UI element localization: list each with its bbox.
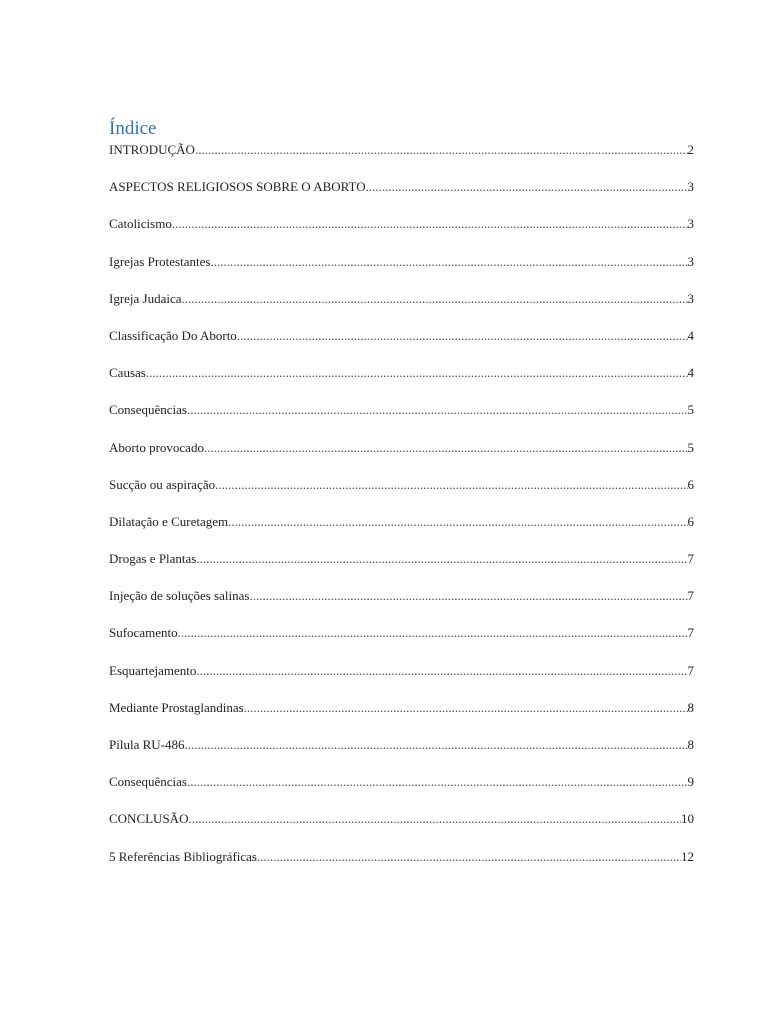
- toc-entry[interactable]: [109, 364, 694, 382]
- toc-dot-leader: [178, 624, 688, 642]
- toc-dot-leader: [195, 141, 688, 159]
- toc-entry[interactable]: [109, 587, 694, 605]
- toc-dot-leader: [237, 327, 688, 345]
- toc-entry-page-number[interactable]: 8: [687, 699, 694, 715]
- toc-dot-leader: [228, 513, 687, 531]
- toc-entry[interactable]: [109, 513, 694, 531]
- toc-entry-page-number[interactable]: 7: [687, 662, 694, 678]
- toc-dot-leader: [244, 699, 688, 717]
- toc-entry-label[interactable]: Mediante Prostaglandinas: [109, 699, 244, 715]
- toc-entry-page-number[interactable]: 4: [687, 327, 694, 343]
- toc-entry-label[interactable]: INTRODUÇÃO: [109, 142, 195, 157]
- toc-entry[interactable]: [109, 550, 694, 568]
- toc-title: Índice: [109, 118, 157, 139]
- toc-entry[interactable]: [109, 178, 694, 196]
- toc-entry-page-number[interactable]: 8: [687, 737, 694, 752]
- toc-dot-leader: [366, 178, 688, 196]
- toc-entry-label[interactable]: Igreja Judaica: [109, 290, 182, 306]
- toc-entry-page-number[interactable]: 3: [687, 216, 694, 232]
- toc-entry[interactable]: [109, 699, 694, 717]
- toc-dot-leader: [184, 736, 687, 754]
- toc-entry[interactable]: [109, 401, 694, 419]
- toc-dot-leader: [182, 290, 688, 308]
- toc-entry[interactable]: [109, 215, 694, 233]
- toc-entry-label[interactable]: 5 Referências Bibliográficas: [109, 848, 257, 864]
- toc-dot-leader: [187, 401, 688, 419]
- toc-entry-page-number[interactable]: 6: [687, 513, 694, 529]
- toc-entry-label[interactable]: Causas: [109, 365, 146, 381]
- toc-dot-leader: [215, 476, 687, 494]
- toc-entry-page-number[interactable]: 5: [687, 402, 694, 418]
- toc-entry-page-number[interactable]: 5: [687, 439, 694, 455]
- toc-entry-label[interactable]: Igrejas Protestantes: [109, 253, 211, 269]
- toc-entry[interactable]: [109, 848, 694, 866]
- toc-entry-page-number[interactable]: 4: [687, 365, 694, 381]
- toc-entry-label[interactable]: Classificação Do Aborto: [109, 327, 237, 343]
- toc-entry-label[interactable]: Injeção de soluções salinas: [109, 588, 250, 604]
- toc-entry[interactable]: [109, 476, 694, 494]
- toc-entry-page-number[interactable]: 10: [681, 811, 694, 827]
- toc-entry-page-number[interactable]: 2: [687, 142, 694, 157]
- toc-dot-leader: [172, 215, 688, 233]
- toc-entry[interactable]: [109, 662, 694, 680]
- toc-entry-label[interactable]: Drogas e Plantas: [109, 551, 197, 567]
- toc-entry-page-number[interactable]: 7: [687, 551, 694, 567]
- toc-entry-label[interactable]: CONCLUSÃO: [109, 811, 189, 827]
- toc-entry[interactable]: [109, 141, 694, 159]
- toc-entry-page-number[interactable]: 9: [687, 774, 694, 790]
- toc-entry-label[interactable]: ASPECTOS RELIGIOSOS SOBRE O ABORTO: [109, 179, 366, 195]
- toc-list: [109, 141, 694, 885]
- toc-entry[interactable]: [109, 624, 694, 642]
- toc-entry-page-number[interactable]: 3: [687, 179, 694, 195]
- toc-entry-label[interactable]: Esquartejamento: [109, 662, 197, 678]
- toc-dot-leader: [249, 587, 687, 605]
- toc-entry-page-number[interactable]: 6: [687, 476, 694, 492]
- toc-entry[interactable]: [109, 773, 694, 791]
- toc-entry-page-number[interactable]: 7: [687, 625, 694, 641]
- toc-entry-page-number[interactable]: 3: [687, 290, 694, 306]
- toc-entry-label[interactable]: Consequências: [109, 402, 187, 418]
- toc-dot-leader: [196, 550, 687, 568]
- toc-entry[interactable]: [109, 290, 694, 308]
- toc-entry-page-number[interactable]: 3: [687, 253, 694, 269]
- toc-entry[interactable]: [109, 810, 694, 828]
- toc-entry-label[interactable]: Catolicismo: [109, 216, 172, 232]
- toc-entry-label[interactable]: Consequências: [109, 774, 187, 790]
- toc-entry[interactable]: [109, 327, 694, 345]
- toc-entry[interactable]: [109, 736, 694, 754]
- toc-entry-page-number[interactable]: 7: [687, 588, 694, 604]
- toc-entry-label[interactable]: Aborto provocado: [109, 439, 204, 455]
- toc-entry-label[interactable]: Dilatação e Curetagem: [109, 513, 229, 529]
- toc-dot-leader: [188, 810, 681, 828]
- toc-entry-label[interactable]: Pilula RU-486: [109, 737, 185, 752]
- toc-dot-leader: [196, 662, 687, 680]
- toc-entry[interactable]: [109, 253, 694, 271]
- toc-dot-leader: [187, 773, 688, 791]
- toc-entry[interactable]: [109, 439, 694, 457]
- toc-entry-label[interactable]: Sufocamento: [109, 625, 178, 641]
- toc-entry-page-number[interactable]: 12: [681, 848, 694, 864]
- toc-dot-leader: [257, 848, 681, 866]
- toc-dot-leader: [146, 364, 688, 382]
- toc-dot-leader: [210, 253, 687, 271]
- toc-dot-leader: [204, 439, 688, 457]
- toc-entry-label[interactable]: Sucção ou aspiração: [109, 476, 216, 492]
